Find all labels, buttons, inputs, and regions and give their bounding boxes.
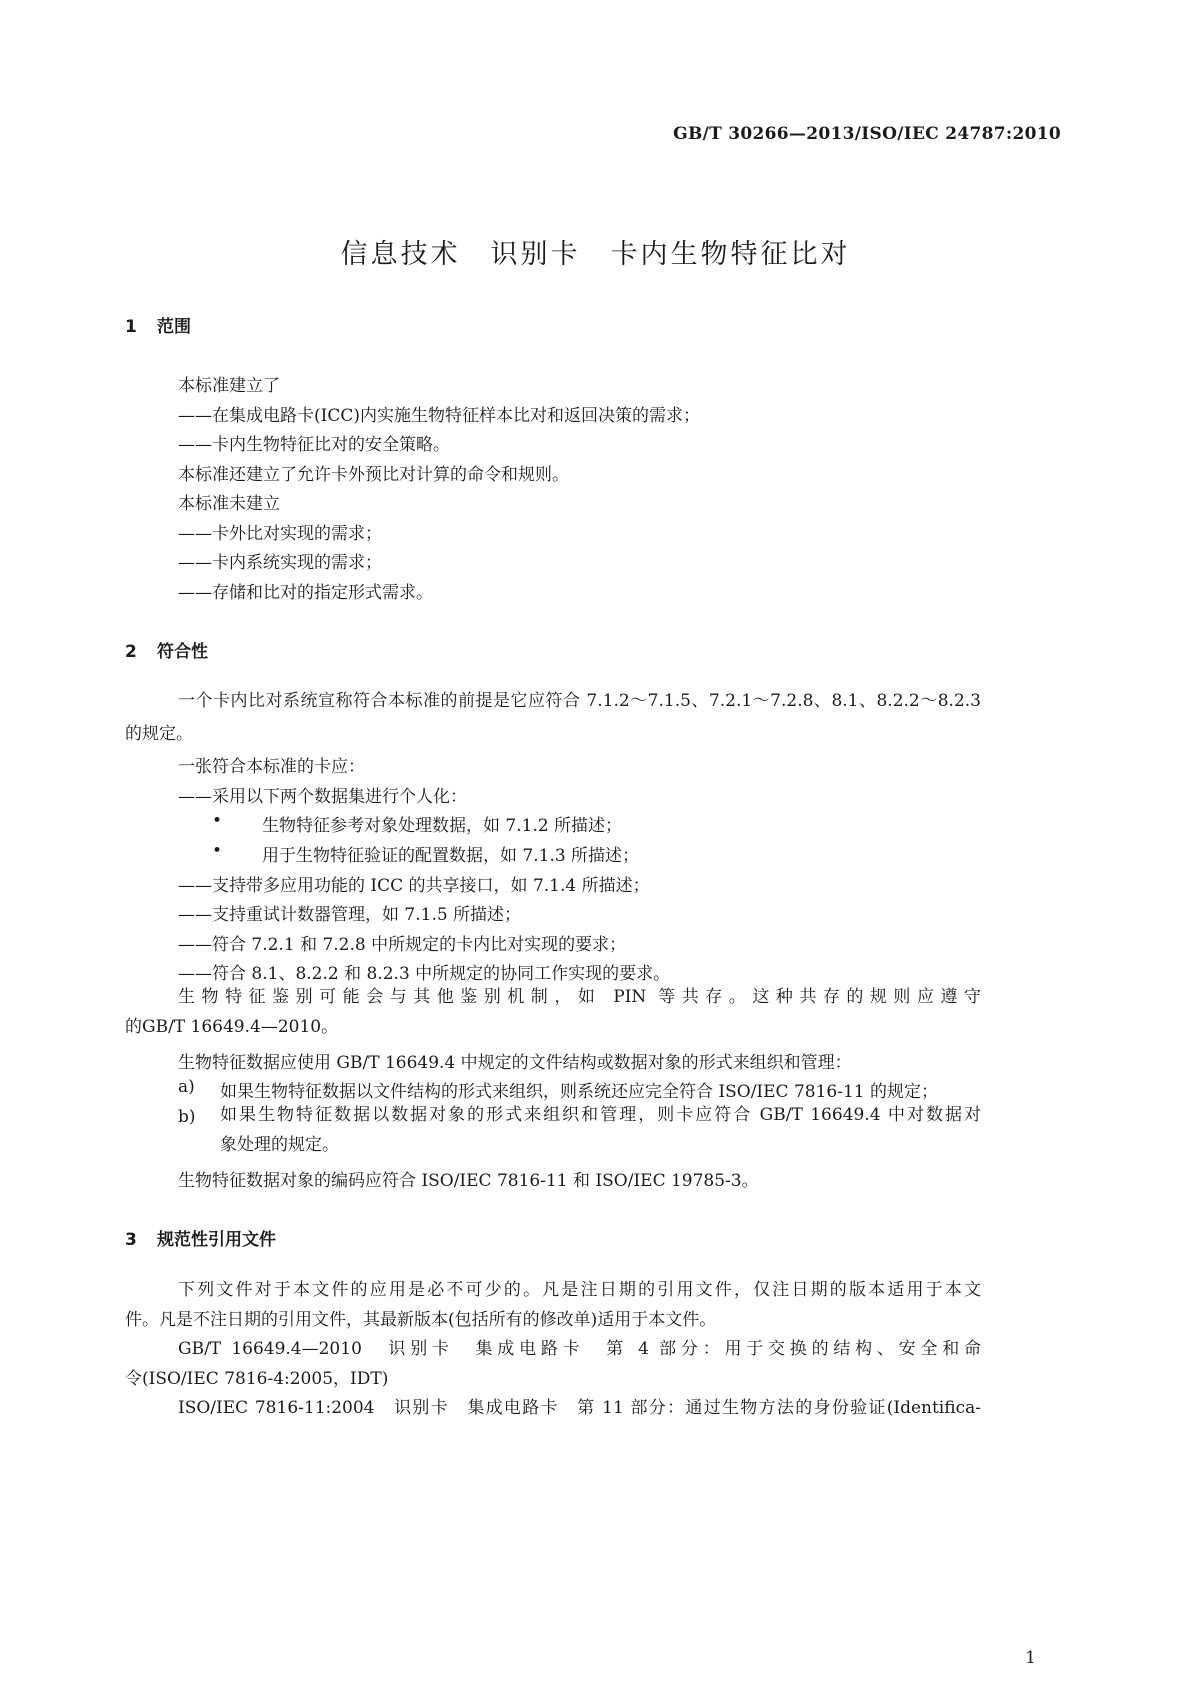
- bullet-icon: •: [212, 811, 223, 831]
- dash-item: ——支持重试计数器管理，如 7.1.5 所描述；: [178, 905, 522, 925]
- list-item-line: 如果生物特征数据以数据对象的形式来组织和管理，则卡应符合 GB/T 16649.4 中对数据对: [220, 1105, 981, 1125]
- conformance-paragraph: [125, 685, 981, 751]
- section-2-heading: [125, 637, 208, 662]
- reference-line: ISO/IEC 7816-11:2004 识别卡 集成电路卡 第 11 部分：通过生物方法的身份验证(Identifica-: [178, 1398, 981, 1418]
- section-number: 1: [125, 317, 137, 337]
- bullet-item: 用于生物特征验证的配置数据，如 7.1.3 所描述；: [262, 846, 640, 866]
- coexistence-paragraph: [125, 982, 981, 1042]
- section-number: 3: [125, 1230, 137, 1250]
- reference-entry: [125, 1334, 981, 1394]
- dash-item: ——支持带多应用功能的 ICC 的共享接口，如 7.1.4 所描述；: [178, 876, 650, 896]
- section-title: 规范性引用文件: [157, 1230, 276, 1250]
- list-item: 如果生物特征数据以文件结构的形式来组织，则系统还应完全符合 ISO/IEC 7816-11 的规定；: [220, 1082, 939, 1102]
- reference-entry: [125, 1393, 981, 1423]
- scope-line: 本标准还建立了允许卡外预比对计算的命令和规则。: [178, 465, 569, 485]
- list-marker: a): [178, 1077, 195, 1097]
- scope-dash-item: ——卡外比对实现的需求；: [178, 524, 382, 544]
- references-paragraph: [125, 1275, 981, 1335]
- paragraph-line: 件。凡是不注日期的引用文件，其最新版本(包括所有的修改单)适用于本文件。: [125, 1310, 717, 1330]
- paragraph-line: 下列文件对于本文件的应用是必不可少的。凡是注日期的引用文件，仅注日期的版本适用于本文: [178, 1280, 981, 1300]
- section-3-heading: [125, 1225, 276, 1250]
- scope-dash-item: ——在集成电路卡(ICC)内实施生物特征样本比对和返回决策的需求；: [178, 406, 700, 426]
- reference-line: 令(ISO/IEC 7816-4:2005，IDT): [125, 1369, 389, 1389]
- section-number: 2: [125, 642, 137, 662]
- encoding-paragraph: 生物特征数据对象的编码应符合 ISO/IEC 7816-11 和 ISO/IEC 19785-3。: [178, 1171, 759, 1191]
- section-title: 符合性: [157, 642, 208, 662]
- scope-dash-item: ——卡内系统实现的需求；: [178, 553, 382, 573]
- bullet-item: 生物特征参考对象处理数据，如 7.1.2 所描述；: [262, 816, 623, 836]
- card-requirement-intro: 一张符合本标准的卡应：: [178, 757, 365, 777]
- paragraph-line: 生物特征鉴别可能会与其他鉴别机制，如 PIN 等共存。这种共存的规则应遵守: [178, 987, 981, 1007]
- dash-item: ——采用以下两个数据集进行个人化：: [178, 787, 467, 807]
- list-marker: b): [178, 1107, 196, 1127]
- dash-item: ——符合 8.1、8.2.2 和 8.2.3 中所规定的协同工作实现的要求。: [178, 964, 671, 984]
- paragraph-line: 的GB/T 16649.4—2010。: [125, 1017, 339, 1037]
- dash-item: ——符合 7.2.1 和 7.2.8 中所规定的卡内比对实现的要求；: [178, 935, 627, 955]
- page-number: 1: [1025, 1648, 1036, 1668]
- document-code: GB/T 30266—2013/ISO/IEC 24787:2010: [673, 124, 1061, 144]
- document-title: 信息技术 识别卡 卡内生物特征比对: [340, 239, 851, 270]
- paragraph-line: 一个卡内比对系统宣称符合本标准的前提是它应符合 7.1.2～7.1.5、7.2.1～7.2.8、8.1、8.2.2～8.2.3: [178, 691, 981, 711]
- scope-line: 本标准建立了: [178, 376, 280, 396]
- data-organization-paragraph: 生物特征数据应使用 GB/T 16649.4 中规定的文件结构或数据对象的形式来组织和管理：: [178, 1053, 852, 1073]
- paragraph-line: 的规定。: [125, 724, 193, 744]
- scope-dash-item: ——卡内生物特征比对的安全策略。: [178, 435, 450, 455]
- list-item: [220, 1100, 981, 1160]
- section-1-heading: [125, 312, 191, 337]
- reference-line: GB/T 16649.4—2010 识别卡 集成电路卡 第 4 部分：用于交换的结构、安全和命: [178, 1339, 981, 1359]
- list-item-line: 象处理的规定。: [220, 1135, 339, 1155]
- section-title: 范围: [157, 317, 191, 337]
- scope-dash-item: ——存储和比对的指定形式需求。: [178, 583, 433, 603]
- bullet-icon: •: [212, 841, 223, 861]
- scope-line: 本标准未建立: [178, 494, 280, 514]
